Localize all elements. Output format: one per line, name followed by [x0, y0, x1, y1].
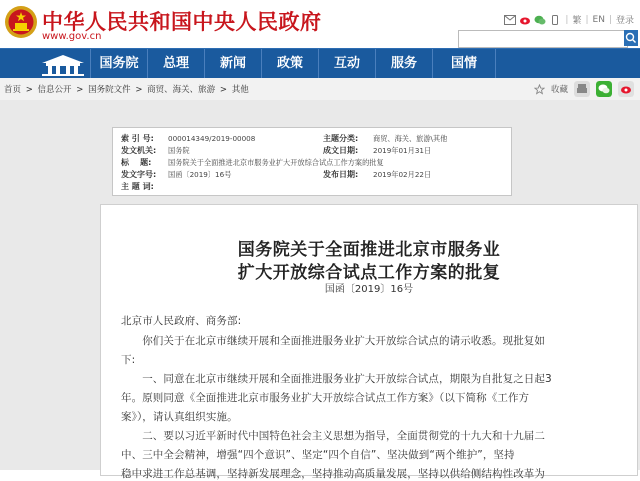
wechat-icon[interactable]: [534, 15, 546, 25]
doc-number-label: 发文字号:: [121, 170, 157, 179]
breadcrumb-home[interactable]: 首页: [4, 85, 22, 95]
star-icon[interactable]: [534, 84, 545, 95]
nav-items: [90, 49, 496, 79]
share-tools: [534, 81, 634, 97]
nav-item-state-council[interactable]: 国务院: [90, 49, 147, 79]
document-title-line1: 国务院关于全面推进北京市服务业: [237, 240, 501, 260]
metadata-box: [112, 127, 512, 196]
print-icon[interactable]: [574, 81, 590, 97]
site-header: [0, 0, 640, 48]
published-date-value: 2019年02月22日: [373, 170, 432, 179]
body-line: 下:: [121, 354, 136, 366]
link-separator: |: [565, 14, 569, 25]
favorite-link[interactable]: 收藏: [550, 85, 568, 95]
nav-item-news[interactable]: 新闻: [204, 49, 261, 79]
category-value: 商贸、海关、旅游\其他: [373, 134, 448, 143]
body-line: 年。原则同意《全面推进北京市服务业扩大开放综合试点工作方案》（以下简称《工作方: [121, 392, 530, 404]
search-button[interactable]: [624, 30, 638, 46]
body-line: 案》），请认真组织实施。: [121, 411, 238, 423]
nav-item-policy[interactable]: 政策: [261, 49, 318, 79]
created-date-label: 成文日期:: [323, 146, 359, 155]
issuer-label: 发文机关:: [121, 146, 157, 155]
weibo-share-icon[interactable]: [618, 81, 634, 97]
mobile-icon[interactable]: [549, 15, 561, 25]
site-title[interactable]: 中华人民共和国中央人民政府: [42, 9, 322, 34]
main-nav: [0, 48, 640, 79]
top-links: [504, 13, 634, 26]
breadcrumb-separator: >: [76, 85, 84, 95]
body-line: 一、同意在北京市继续开展和全面推进服务业扩大开放综合试点，期限为自批复之日起3: [121, 373, 552, 385]
link-separator: |: [608, 14, 612, 25]
nav-item-premier[interactable]: 总理: [147, 49, 204, 79]
doc-number-value: 国函〔2019〕16号: [168, 170, 232, 179]
login-link[interactable]: 登录: [615, 16, 634, 26]
document-title-line2: 扩大开放综合试点工作方案的批复: [237, 263, 501, 283]
site-url[interactable]: www.gov.cn: [42, 31, 102, 42]
breadcrumb: [4, 83, 251, 95]
document-number: 国函〔2019〕16号: [324, 284, 414, 295]
national-emblem-icon[interactable]: [4, 3, 38, 41]
index-label: 索 引 号:: [121, 134, 154, 143]
document-panel: [100, 204, 638, 480]
nav-item-service[interactable]: 服务: [375, 49, 432, 79]
title-value: 国务院关于全面推进北京市服务业扩大开放综合试点工作方案的批复: [168, 158, 384, 167]
wechat-share-icon[interactable]: [596, 81, 612, 97]
body-line: 二、要以习近平新时代中国特色社会主义思想为指导，全面贯彻党的十九大和十九届二: [121, 430, 545, 442]
breadcrumb-separator: >: [219, 85, 227, 95]
title-label: 标 题:: [121, 158, 152, 167]
link-separator: |: [585, 14, 589, 25]
body-line: 稳中求进工作总基调，坚持新发展理念，坚持推动高质量发展，坚持以供给侧结构性改革为: [121, 468, 545, 480]
breadcrumb-info-public[interactable]: 信息公开: [37, 85, 72, 95]
breadcrumb-other[interactable]: 其他: [231, 85, 249, 95]
weibo-icon[interactable]: [519, 15, 531, 25]
mail-icon[interactable]: [504, 15, 516, 25]
breadcrumb-separator: >: [135, 85, 143, 95]
breadcrumb-state-council-docs[interactable]: 国务院文件: [88, 85, 131, 95]
body-line: 中、三中全会精神，增强“四个意识”、坚定“四个自信”、坚决做到“两个维护”，坚持: [121, 449, 515, 461]
published-date-label: 发布日期:: [323, 170, 359, 179]
nav-item-national-info[interactable]: 国情: [432, 49, 496, 79]
breadcrumb-separator: >: [25, 85, 33, 95]
search-icon: [624, 30, 638, 46]
body-line: 你们关于在北京市继续开展和全面推进服务业扩大开放综合试点的请示收悉。现批复如: [121, 335, 545, 347]
created-date-value: 2019年01月31日: [373, 146, 432, 155]
search-input[interactable]: [458, 30, 628, 48]
nav-item-interaction[interactable]: 互动: [318, 49, 375, 79]
issuer-value: 国务院: [168, 146, 190, 155]
index-value: 000014349/2019-00008: [168, 134, 256, 143]
breadcrumb-bar: [0, 78, 640, 101]
body-line: 北京市人民政府、商务部:: [121, 315, 242, 327]
english-link[interactable]: EN: [592, 14, 605, 25]
subject-words-label: 主 题 词:: [121, 182, 154, 191]
breadcrumb-trade-customs-tourism[interactable]: 商贸、海关、旅游: [147, 85, 216, 95]
gate-logo-icon[interactable]: [36, 51, 90, 77]
category-label: 主题分类:: [323, 134, 359, 143]
traditional-chinese-link[interactable]: 繁: [572, 16, 582, 26]
